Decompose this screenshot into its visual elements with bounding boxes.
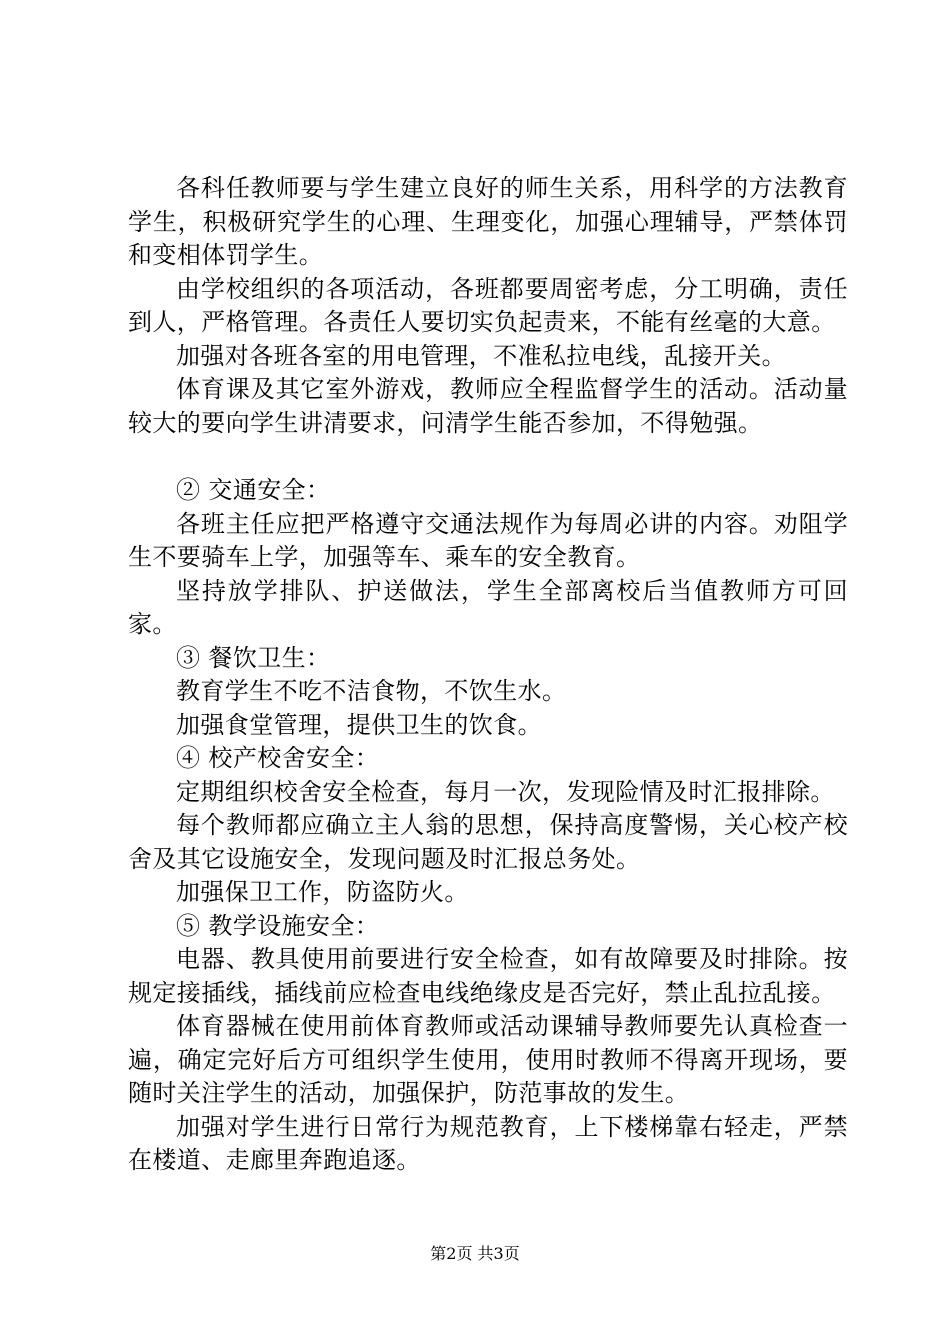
paragraph-traffic-rules: 各班主任应把严格遵守交通法规作为每周必讲的内容。劝阻学生不要骑车上学，加强等车、乘车的安全教育。 xyxy=(128,509,848,571)
paragraph-school-activities: 由学校组织的各项活动，各班都要周密考虑，分工明确，责任到人，严格管理。各责任人要切实负起责来，不能有丝毫的大意。 xyxy=(128,274,848,336)
paragraph-canteen: 加强食堂管理，提供卫生的饮食。 xyxy=(176,710,542,739)
document-body xyxy=(128,172,848,1178)
paragraph-behavior: 加强对学生进行日常行为规范教育，上下楼梯靠右轻走，严禁在楼道、走廊里奔跑追逐。 xyxy=(128,1112,848,1174)
page-number-footer: 第2页 共3页 xyxy=(430,1244,520,1263)
paragraph-electricity: 加强对各班各室的用电管理，不准私拉电线，乱接开关。 xyxy=(176,341,786,370)
paragraph-dismissal: 坚持放学排队、护送做法，学生全部离校后当值教师方可回家。 xyxy=(128,576,848,638)
paragraph-security: 加强保卫工作，防盗防火。 xyxy=(176,878,469,906)
section-heading-property: ④ 校产校舍安全： xyxy=(176,744,380,772)
paragraph-building-inspection: 定期组织校舍安全检查，每月一次，发现险情及时汇报排除。 xyxy=(176,777,835,806)
section-heading-facilities: ⑤ 教学设施安全： xyxy=(176,911,380,940)
section-heading-food: ③ 餐饮卫生： xyxy=(176,643,331,672)
paragraph-food-hygiene: 教育学生不吃不洁食物，不饮生水。 xyxy=(176,677,567,705)
paragraph-vigilance: 每个教师都应确立主人翁的思想，保持高度警惕，关心校产校舍及其它设施安全，发现问题及时汇报总务处。 xyxy=(128,811,848,873)
section-heading-traffic: ② 交通安全： xyxy=(176,476,331,504)
paragraph-equipment-check: 电器、教具使用前要进行安全检查，如有故障要及时排除。按规定接插线，插线前应检查电线绝缘皮是否完好，禁止乱拉乱接。 xyxy=(128,945,848,1007)
paragraph-teacher-relations: 各科任教师要与学生建立良好的师生关系，用科学的方法教育学生，积极研究学生的心理、生理变化，加强心理辅导，严禁体罚和变相体罚学生。 xyxy=(128,174,848,269)
paragraph-outdoor-sports: 体育课及其它室外游戏，教师应全程监督学生的活动。活动量较大的要向学生讲清要求，问清学生能否参加，不得勉强。 xyxy=(128,375,848,437)
paragraph-sports-equipment: 体育器械在使用前体育教师或活动课辅导教师要先认真检查一遍，确定完好后方可组织学生使用，使用时教师不得离开现场，要随时关注学生的活动，加强保护，防范事故的发生。 xyxy=(128,1012,848,1107)
section-spacer xyxy=(128,440,848,474)
